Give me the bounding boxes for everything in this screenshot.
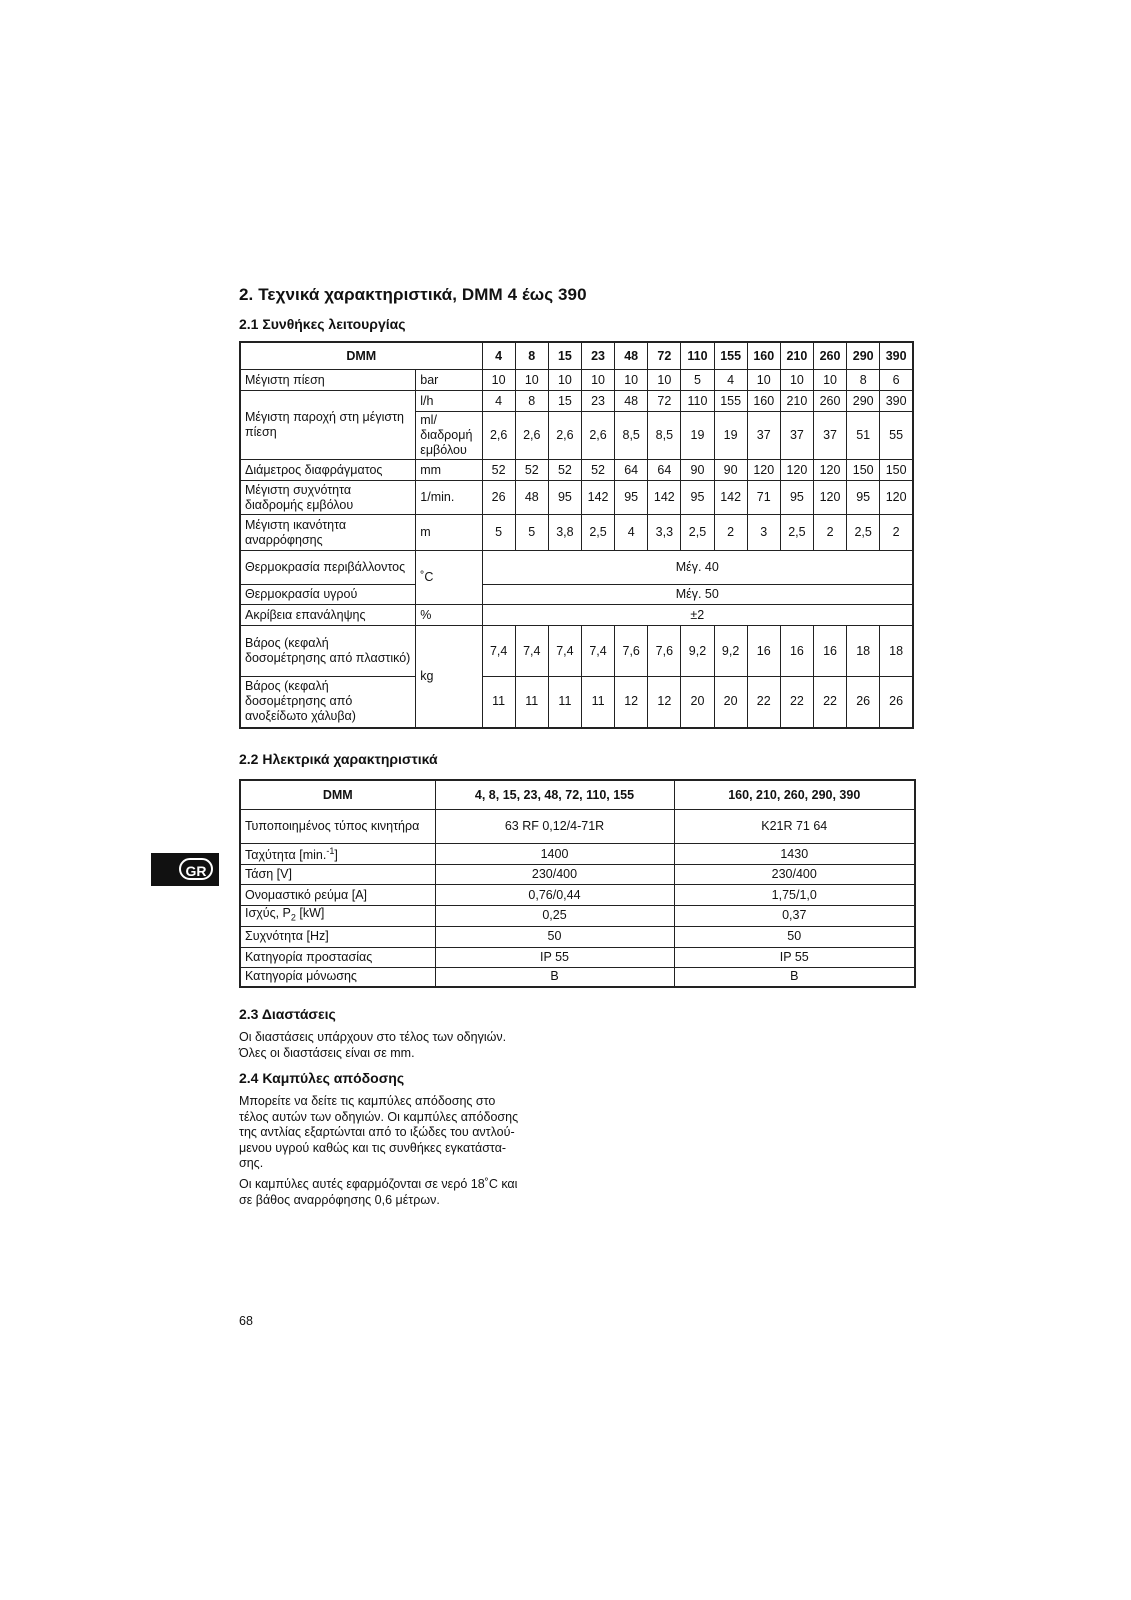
value-cell: 0,76/0,44 — [435, 885, 674, 906]
value-cell: 37 — [780, 412, 813, 460]
value-cell: 22 — [747, 677, 780, 728]
row-label — [240, 947, 435, 967]
value-cell: 120 — [780, 460, 813, 481]
value-cell: 2,5 — [681, 515, 714, 551]
value-cell: 48 — [615, 391, 648, 412]
value-cell: 8 — [515, 391, 548, 412]
unit-superscript: -1 — [326, 846, 335, 857]
value-cell: 50 — [435, 926, 674, 947]
value-cell: 7,6 — [648, 626, 681, 677]
value-cell: 4 — [615, 515, 648, 551]
value-cell: 6 — [880, 370, 913, 391]
value-cell: 72 — [648, 391, 681, 412]
value-cell: 26 — [880, 677, 913, 728]
value-cell: 7,4 — [515, 626, 548, 677]
row-label: Βάρος (κεφαλή δοσομέτρησης από ανοξείδωτο χάλυβα) — [240, 677, 416, 728]
unit-suffix: [kW] — [295, 906, 325, 920]
value-cell: 52 — [515, 460, 548, 481]
header-model: 155 — [714, 342, 747, 370]
text-line: Οι καμπύλες αυτές εφαρμόζονται σε νερό 18˚C και — [239, 1177, 518, 1191]
performance-text-2 — [239, 1177, 517, 1208]
table-row — [240, 865, 915, 885]
row-unit: 1/min. — [416, 481, 482, 515]
table-row — [240, 585, 913, 605]
value-cell: 12 — [648, 677, 681, 728]
table-row — [240, 626, 913, 677]
value-cell: 10 — [780, 370, 813, 391]
value-cell: 22 — [813, 677, 846, 728]
value-cell: 22 — [780, 677, 813, 728]
value-cell: 5 — [482, 515, 515, 551]
table-row — [240, 481, 913, 515]
value-cell: 95 — [548, 481, 581, 515]
row-label — [240, 865, 435, 885]
value-cell: 10 — [747, 370, 780, 391]
row-unit: bar — [416, 370, 482, 391]
value-cell: B — [435, 967, 674, 987]
value-cell: 95 — [681, 481, 714, 515]
electrical-table — [239, 779, 916, 988]
value-cell: 19 — [714, 412, 747, 460]
header-dmm: DMM — [240, 780, 435, 810]
table-row — [240, 906, 915, 927]
row-label-text: Κατηγορία μόνωσης — [245, 969, 357, 984]
section-heading-performance: 2.4 Καμπύλες απόδοσης — [239, 1070, 405, 1086]
header-model: 390 — [880, 342, 913, 370]
value-cell: 9,2 — [681, 626, 714, 677]
value-cell: 8 — [847, 370, 880, 391]
value-cell: 12 — [615, 677, 648, 728]
value-cell: 7,4 — [548, 626, 581, 677]
value-cell: 2,5 — [780, 515, 813, 551]
value-cell: 120 — [880, 481, 913, 515]
row-label-text: Συχνότητα [Hz] — [245, 929, 329, 943]
value-cell: 37 — [813, 412, 846, 460]
table-row — [240, 391, 913, 412]
row-label-text: Ονομαστικό ρεύμα [A] — [245, 887, 368, 902]
section-heading-dimensions: 2.3 Διαστάσεις — [239, 1006, 336, 1022]
table-row — [240, 926, 915, 947]
value-cell: 10 — [548, 370, 581, 391]
text-line: σε βάθος αναρρόφησης 0,6 μέτρων. — [239, 1192, 440, 1207]
value-cell: 11 — [548, 677, 581, 728]
value-cell: 2,6 — [515, 412, 548, 460]
value-cell: 7,4 — [482, 626, 515, 677]
text-line: Οι διαστάσεις υπάρχουν στο τέλος των οδηγιών. — [239, 1030, 507, 1044]
value-cell: 95 — [780, 481, 813, 515]
value-cell: 2 — [880, 515, 913, 551]
value-cell: 26 — [482, 481, 515, 515]
value-cell: 5 — [681, 370, 714, 391]
value-cell: 10 — [515, 370, 548, 391]
value-cell: 26 — [847, 677, 880, 728]
header-dmm: DMM — [240, 342, 482, 370]
section-heading-electrical: 2.2 Ηλεκτρικά χαρακτηριστικά — [239, 751, 438, 767]
dimensions-text — [239, 1030, 506, 1061]
value-cell: 120 — [747, 460, 780, 481]
value-cell: 55 — [880, 412, 913, 460]
value-cell: 16 — [747, 626, 780, 677]
header-model: 72 — [648, 342, 681, 370]
header-model: 260 — [813, 342, 846, 370]
row-label: Ακρίβεια επανάληψης — [240, 605, 416, 626]
header-model: 290 — [847, 342, 880, 370]
performance-text-1 — [239, 1094, 518, 1172]
value-cell: 11 — [482, 677, 515, 728]
row-label — [240, 810, 435, 844]
row-label — [240, 844, 435, 865]
table-row — [240, 370, 913, 391]
value-cell: 2 — [714, 515, 747, 551]
header-model: 23 — [581, 342, 614, 370]
table-row — [240, 947, 915, 967]
table-row — [240, 810, 915, 844]
table-row — [240, 844, 915, 865]
value-cell: 10 — [615, 370, 648, 391]
row-label: Μέγιστη παροχή στη μέγιστη πίεση — [240, 391, 416, 460]
value-cell: 64 — [615, 460, 648, 481]
value-cell: 142 — [714, 481, 747, 515]
table-header-row — [240, 780, 915, 810]
value-cell: 37 — [747, 412, 780, 460]
value-cell: 3 — [747, 515, 780, 551]
value-cell: 64 — [648, 460, 681, 481]
unit-subscript: 2 — [290, 912, 296, 923]
text-line: μενου υγρού καθώς και τις συνθήκες εγκατάστα- — [239, 1140, 507, 1155]
language-badge: GR — [179, 858, 213, 880]
table-row — [240, 460, 913, 481]
value-cell: 95 — [847, 481, 880, 515]
row-unit: % — [416, 605, 482, 626]
value-cell: 155 — [714, 391, 747, 412]
table-row — [240, 885, 915, 906]
row-label — [240, 967, 435, 987]
header-model: 48 — [615, 342, 648, 370]
text-line: της αντλίας εξαρτώνται από το ιξώδες του αντλού- — [239, 1125, 515, 1139]
header-model: 110 — [681, 342, 714, 370]
row-label: Μέγιστη πίεση — [240, 370, 416, 391]
table-row — [240, 515, 913, 551]
row-label-text: Ταχύτητα [min. — [245, 848, 327, 863]
value-cell: 120 — [813, 481, 846, 515]
row-label: Θερμοκρασία υγρού — [240, 585, 416, 605]
value-cell: 2,6 — [482, 412, 515, 460]
value-cell: IP 55 — [674, 947, 915, 967]
row-unit: ml/ διαδρομή εμβόλου — [416, 412, 482, 460]
row-label — [240, 906, 435, 927]
value-cell: 18 — [847, 626, 880, 677]
value-cell: 19 — [681, 412, 714, 460]
value-cell: 95 — [615, 481, 648, 515]
value-cell: 1,75/1,0 — [674, 885, 915, 906]
row-label-text: Τάση [V] — [245, 867, 292, 881]
value-cell: 20 — [681, 677, 714, 728]
value-cell: 0,25 — [435, 906, 674, 927]
value-cell: 142 — [648, 481, 681, 515]
row-label: Βάρος (κεφαλή δοσομέτρησης από πλαστικό) — [240, 626, 416, 677]
fluid-temp-value: Μέγ. 50 — [482, 585, 913, 605]
value-cell: 63 RF 0,12/4-71R — [435, 810, 674, 844]
value-cell: 120 — [813, 460, 846, 481]
row-label: Μέγιστη ικανότητα αναρρόφησης — [240, 515, 416, 551]
value-cell: 260 — [813, 391, 846, 412]
value-cell: 0,37 — [674, 906, 915, 927]
value-cell: 50 — [674, 926, 915, 947]
row-unit: mm — [416, 460, 482, 481]
value-cell: 3,3 — [648, 515, 681, 551]
table-row — [240, 677, 913, 728]
header-model: 160 — [747, 342, 780, 370]
header-model: 8 — [515, 342, 548, 370]
text-line: σης. — [239, 1156, 264, 1170]
row-label: Διάμετρος διαφράγματος — [240, 460, 416, 481]
row-label: Μέγιστη συχνότητα διαδρομής εμβόλου — [240, 481, 416, 515]
value-cell: 10 — [813, 370, 846, 391]
value-cell: 71 — [747, 481, 780, 515]
value-cell: 390 — [880, 391, 913, 412]
value-cell: 10 — [648, 370, 681, 391]
value-cell: 8,5 — [648, 412, 681, 460]
value-cell: 2,5 — [581, 515, 614, 551]
value-cell: 52 — [548, 460, 581, 481]
unit-suffix: ] — [334, 848, 338, 863]
value-cell: 10 — [581, 370, 614, 391]
value-cell: 8,5 — [615, 412, 648, 460]
value-cell: 20 — [714, 677, 747, 728]
table-row — [240, 967, 915, 987]
row-label-text: Κατηγορία προστασίας — [245, 949, 373, 964]
table-row — [240, 551, 913, 585]
value-cell: 2 — [813, 515, 846, 551]
table-header-row — [240, 342, 913, 370]
value-cell: 52 — [581, 460, 614, 481]
text-line: τέλος αυτών των οδηγιών. Οι καμπύλες απόδοσης — [239, 1109, 519, 1124]
value-cell: 90 — [714, 460, 747, 481]
page-title: 2. Τεχνικά χαρακτηριστικά, DMM 4 έως 390 — [239, 285, 587, 304]
row-unit: m — [416, 515, 482, 551]
value-cell: 23 — [581, 391, 614, 412]
value-cell: B — [674, 967, 915, 987]
row-label: Θερμοκρασία περιβάλλοντος — [240, 551, 416, 585]
value-cell: 52 — [482, 460, 515, 481]
value-cell: 230/400 — [435, 865, 674, 885]
value-cell: 150 — [880, 460, 913, 481]
value-cell: 9,2 — [714, 626, 747, 677]
value-cell: 7,6 — [615, 626, 648, 677]
header-model: 210 — [780, 342, 813, 370]
row-label-text: Τυποποιημένος τύπος κινητήρα — [245, 819, 420, 833]
value-cell: 90 — [681, 460, 714, 481]
value-cell: 290 — [847, 391, 880, 412]
text-line: Μπορείτε να δείτε τις καμπύλες απόδοσης στο — [239, 1094, 496, 1108]
value-cell: 1430 — [674, 844, 915, 865]
value-cell: 1400 — [435, 844, 674, 865]
value-cell: 5 — [515, 515, 548, 551]
value-cell: 2,6 — [581, 412, 614, 460]
row-label-text: Ισχύς, P — [245, 906, 291, 920]
value-cell: 48 — [515, 481, 548, 515]
repeatability-value: ±2 — [482, 605, 913, 626]
section-heading-operating-conditions: 2.1 Συνθήκες λειτουργίας — [239, 316, 406, 332]
row-unit: l/h — [416, 391, 482, 412]
value-cell: 3,8 — [548, 515, 581, 551]
text-line: Όλες οι διαστάσεις είναι σε mm. — [239, 1045, 415, 1060]
ambient-temp-value: Μέγ. 40 — [482, 551, 913, 585]
value-cell: 7,4 — [581, 626, 614, 677]
header-group-b: 160, 210, 260, 290, 390 — [674, 780, 915, 810]
value-cell: 230/400 — [674, 865, 915, 885]
value-cell: 10 — [482, 370, 515, 391]
row-label — [240, 885, 435, 906]
value-cell: IP 55 — [435, 947, 674, 967]
operating-conditions-table — [239, 341, 914, 729]
page-number: 68 — [239, 1314, 253, 1328]
value-cell: 18 — [880, 626, 913, 677]
value-cell: 16 — [813, 626, 846, 677]
value-cell: 210 — [780, 391, 813, 412]
value-cell: 142 — [581, 481, 614, 515]
row-unit: kg — [416, 626, 482, 728]
value-cell: 16 — [780, 626, 813, 677]
value-cell: 2,5 — [847, 515, 880, 551]
value-cell: 2,6 — [548, 412, 581, 460]
header-model: 15 — [548, 342, 581, 370]
value-cell: 4 — [714, 370, 747, 391]
value-cell: 160 — [747, 391, 780, 412]
value-cell: 4 — [482, 391, 515, 412]
value-cell: 150 — [847, 460, 880, 481]
value-cell: 15 — [548, 391, 581, 412]
row-unit: ˚C — [416, 551, 482, 605]
row-label — [240, 926, 435, 947]
header-model: 4 — [482, 342, 515, 370]
header-group-a: 4, 8, 15, 23, 48, 72, 110, 155 — [435, 780, 674, 810]
value-cell: 11 — [515, 677, 548, 728]
table-row — [240, 605, 913, 626]
value-cell: 110 — [681, 391, 714, 412]
value-cell: 51 — [847, 412, 880, 460]
value-cell: 11 — [581, 677, 614, 728]
value-cell: K21R 71 64 — [674, 810, 915, 844]
